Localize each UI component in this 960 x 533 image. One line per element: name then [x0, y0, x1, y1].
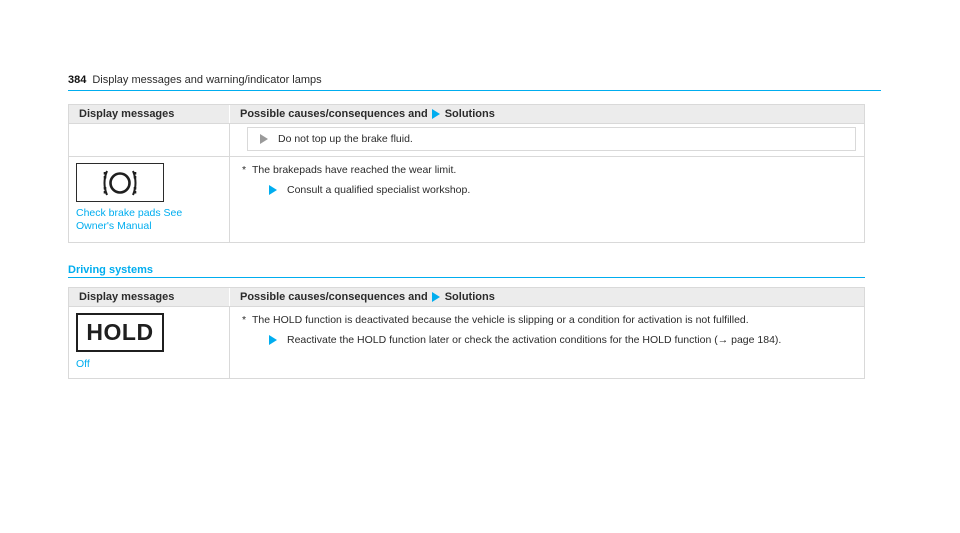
causes-cell: [230, 157, 864, 242]
col-header-display-messages: Display messages: [69, 288, 230, 306]
brake-messages-table: [68, 104, 865, 243]
step-arrow-icon: [260, 134, 268, 144]
continued-step-box: [247, 127, 856, 151]
table-header: [69, 288, 864, 306]
display-message-cell: [69, 157, 230, 242]
display-message-label: Off: [76, 358, 90, 370]
col-header-solutions-label: Solutions: [444, 108, 495, 120]
cause-marker: *: [242, 164, 247, 176]
display-message-label: Check brake pads See Owner's Manual: [76, 207, 183, 232]
table-header: [69, 105, 864, 123]
driving-systems-table: [68, 287, 865, 379]
cause-description: The HOLD function is deactivated because the vehicle is slipping or a condition for activation is not fulfilled.: [252, 314, 749, 326]
solution-step-text: Reactivate the HOLD function later or check the activation conditions for the HOLD function (→ page 184).: [287, 334, 782, 346]
step-arrow-icon: [269, 335, 277, 345]
table-row: [69, 306, 864, 378]
brake-pad-wear-icon: [76, 163, 164, 202]
cause-text: [242, 313, 864, 327]
solution-step-text: Consult a qualified specialist workshop.: [287, 184, 471, 196]
page-header: [68, 73, 881, 91]
continued-cell: [230, 124, 864, 156]
col-header-solutions-label: Solutions: [444, 291, 495, 303]
col-header-causes: [230, 288, 864, 306]
cause-marker: *: [242, 314, 247, 326]
continued-step-text: Do not top up the brake fluid.: [278, 133, 413, 145]
col-header-causes-label: Possible causes/consequences and: [240, 108, 428, 120]
section-title: Driving systems: [68, 264, 865, 278]
table-row: [69, 156, 864, 242]
causes-cell: [230, 307, 864, 378]
col-header-causes-label: Possible causes/consequences and: [240, 291, 428, 303]
solution-arrow-icon: [432, 292, 440, 302]
solution-step: [242, 183, 864, 197]
page-title: Display messages and warning/indicator lamps: [92, 74, 322, 86]
cause-description: The brakepads have reached the wear limit.: [252, 164, 457, 176]
col-header-display-messages: Display messages: [69, 105, 230, 123]
cause-text: [242, 163, 864, 177]
display-message-cell: [69, 307, 230, 378]
step-arrow-icon: [269, 185, 277, 195]
hold-icon: HOLD: [76, 313, 164, 352]
col-header-causes: [230, 105, 864, 123]
solution-step: [242, 333, 864, 347]
solution-arrow-icon: [432, 109, 440, 119]
empty-cell: [69, 124, 230, 156]
page-number: 384: [68, 74, 87, 86]
table-row: [69, 123, 864, 156]
